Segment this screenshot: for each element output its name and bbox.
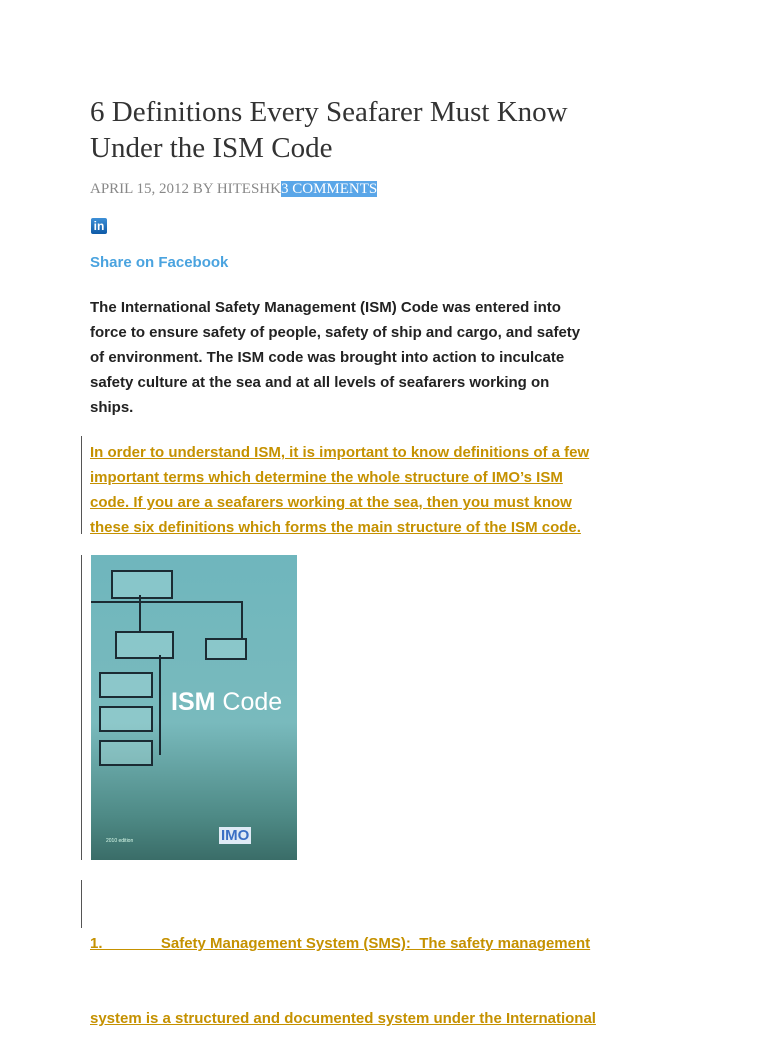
by-label: BY	[189, 181, 217, 197]
text-line: important terms which determine the whole structure of IMO’s ISM	[90, 469, 563, 486]
linkedin-icon[interactable]: in	[91, 218, 107, 234]
text-line: code. If you are a seafarers working at the sea, then you must know	[90, 494, 572, 511]
author-link[interactable]: HITESHK	[216, 181, 281, 197]
text-line: The International Safety Management (ISM) Code was entered into	[90, 299, 561, 316]
text-line: system is a structured and documented system under the International	[90, 1010, 596, 1027]
text-line: safety culture at the sea and at all levels of seafarers working on	[90, 374, 550, 391]
definition-1	[90, 881, 596, 1056]
quote-bar	[81, 555, 82, 860]
text-line: of environment. The ISM code was brought into action to inculcate	[90, 349, 565, 366]
text-line: ships.	[90, 399, 134, 416]
text-line: force to ensure safety of people, safety of ship and cargo, and safety	[90, 324, 581, 341]
cover-edition: 2010 edition	[106, 838, 134, 844]
imo-logo: IMO	[221, 827, 250, 844]
text-line: these six definitions which forms the main structure of the ISM code.	[90, 519, 581, 536]
highlight-paragraph	[90, 440, 589, 540]
share-facebook-link[interactable]: Share on Facebook	[90, 254, 229, 271]
title-line: 6 Definitions Every Seafarer Must Know	[90, 96, 568, 128]
cover-title: ISM Code	[171, 688, 283, 716]
text-line: In order to understand ISM, it is important to know definitions of a few	[90, 444, 590, 461]
quote-bar	[81, 880, 82, 928]
quote-bar	[81, 436, 82, 534]
text-line: 1. Safety Management System (SMS): The safety management	[90, 935, 591, 952]
post-date: APRIL 15, 2012	[90, 181, 190, 197]
post-meta	[90, 181, 377, 198]
page-title	[90, 94, 568, 166]
ism-code-cover-image	[91, 555, 297, 860]
title-line: Under the ISM Code	[90, 132, 333, 164]
comments-link[interactable]: 3 COMMENTS	[280, 181, 378, 197]
intro-paragraph	[90, 295, 580, 420]
